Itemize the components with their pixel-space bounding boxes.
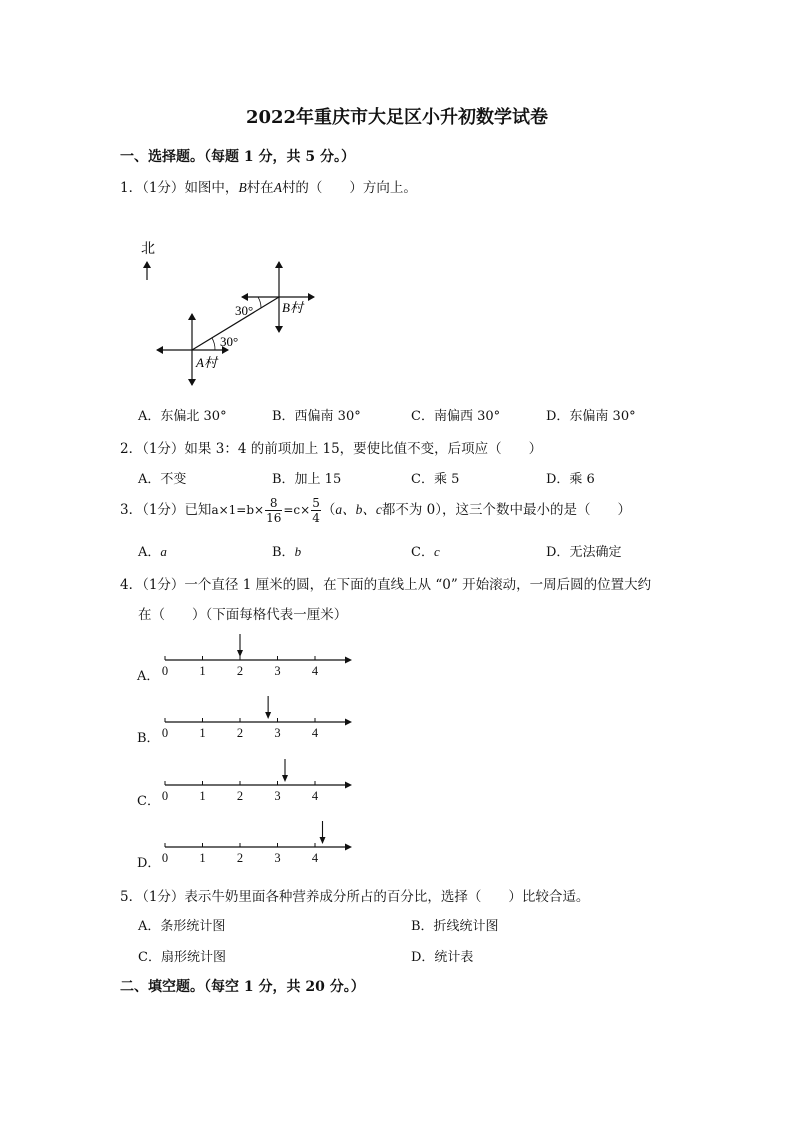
question-2 [120,437,542,457]
question-text: （ [321,502,336,518]
question-number: 5． [120,889,143,905]
tick-label: 1 [199,789,206,803]
angle-arc-b [258,297,261,308]
question-score: （1分） [142,502,185,518]
q5-option-d[interactable]: D．统计表 [411,950,474,965]
question-text: （1分）一个直径 1 厘米的圆，在下面的直线上从 “0” 开始滚动，一周后圆的位置大约 [142,577,652,593]
tick-label: 2 [236,726,244,740]
option-value: 无法确定 [569,545,622,560]
arrow-down-icon [237,650,243,657]
q5-option-b[interactable]: B．折线统计图 [411,919,499,934]
fraction-8-16 [265,496,282,525]
arrow-down-icon [282,775,288,782]
arrow-right-icon [345,782,352,789]
q4-option-c-label[interactable]: C． [137,794,160,809]
question-text: 如图中， [184,180,239,196]
q5-option-a[interactable]: A．条形统计图 [138,919,226,934]
question-number: 1． [120,180,143,196]
tick-label: 4 [311,851,319,865]
tick-label: 0 [161,851,169,865]
question-4-continued: 在（ ）（下面每格代表一厘米） [138,607,348,623]
tick-label: 4 [311,726,319,740]
tick-label: 2 [236,851,244,865]
tick-label: 2 [236,664,244,678]
direction-diagram [140,230,340,395]
tick-label: 0 [161,664,169,678]
angle-arc-a [212,338,215,350]
number-line-options [155,630,360,870]
angle-label-b: 30° [235,303,254,318]
q1-option-d[interactable]: D．东偏南 30° [546,409,636,424]
q1-option-c[interactable]: C．南偏西 30° [411,409,501,424]
question-1 [120,176,417,196]
tick-label: 1 [199,851,206,865]
tick-label: 4 [311,789,319,803]
question-text: 已知 [184,502,212,518]
arrow-down-icon [265,712,271,719]
fraction-5-4 [311,496,321,525]
q2-option-b[interactable]: B．加上 15 [272,472,342,487]
tick-label: 1 [199,726,206,740]
question-text: （1分）表示牛奶里面各种营养成分所占的百分比，选择（ ）比较合适。 [142,889,590,905]
question-3 [120,494,631,526]
question-text: 村的（ ）方向上。 [281,180,417,196]
section-heading-choice: 一、选择题。（每题 1 分，共 5 分。） [120,149,355,165]
arrow-right-icon [345,657,352,664]
q3-option-b[interactable] [272,541,301,560]
q4-option-b-label[interactable]: B． [137,731,160,746]
page-title: 2022年重庆市大足区小升初数学试卷 [245,107,549,128]
q2-option-c[interactable]: C．乘 5 [411,472,460,487]
question-text: 村在 [246,180,274,196]
question-text: 都不为 0），这三个数中最小的是（ ） [381,502,631,518]
fraction-denominator: 16 [266,511,282,525]
tick-label: 4 [311,664,319,678]
q2-option-d[interactable]: D．乘 6 [546,472,595,487]
question-text: （1分）如果 3：4 的前项加上 15，要使比值不变，后项应（ ） [142,441,543,457]
question-4 [120,573,651,593]
arrow-down-icon [320,837,326,844]
arrow-right-icon [345,719,352,726]
option-prefix: D． [546,545,570,560]
tick-label: 3 [274,851,281,865]
q3-option-a[interactable] [138,541,167,560]
q3-option-d[interactable] [546,541,621,560]
question-score: （1分） [142,180,185,196]
fraction-numerator: 8 [265,496,282,511]
tick-label: 1 [199,664,206,678]
arrow-right-icon [345,844,352,851]
q1-option-a[interactable]: A．东偏北 30° [138,409,227,424]
tick-label: 3 [274,726,281,740]
angle-label-a: 30° [220,334,239,349]
option-value: c [433,544,440,559]
option-prefix: C． [411,545,434,560]
q4-option-d-label[interactable]: D． [137,856,161,871]
q2-option-a[interactable]: A．不变 [138,472,187,487]
tick-label: 3 [274,789,281,803]
question-number: 3． [120,502,143,518]
village-a-label: A村 [196,355,217,370]
question-5 [120,885,589,905]
question-number: 2． [120,441,143,457]
tick-label: 2 [236,789,244,803]
option-value: a [160,544,167,559]
fraction-numerator: 5 [312,496,320,510]
tick-label: 0 [161,789,169,803]
equation-part-1: a×1=b× [211,503,265,517]
option-prefix: A． [138,545,161,560]
fraction-denominator: 4 [312,511,320,525]
variable-a: A [273,180,282,195]
q1-option-b[interactable]: B．西偏南 30° [272,409,361,424]
variable-b: B [238,180,247,195]
tick-label: 0 [161,726,169,740]
variables-abc: a、b、c [335,502,382,517]
north-label: 北 [141,242,155,257]
question-number: 4． [120,577,143,593]
section-heading-fill: 二、填空题。（每空 1 分，共 20 分。） [120,979,365,995]
village-b-label: B村 [282,300,303,315]
option-prefix: B． [272,545,295,560]
q5-option-c[interactable]: C．扇形统计图 [138,950,226,965]
q4-option-a-label[interactable]: A． [137,669,160,684]
tick-label: 3 [274,664,281,678]
equation-part-2: =c× [283,503,311,517]
q3-option-c[interactable] [411,541,440,560]
option-value: b [294,544,302,559]
